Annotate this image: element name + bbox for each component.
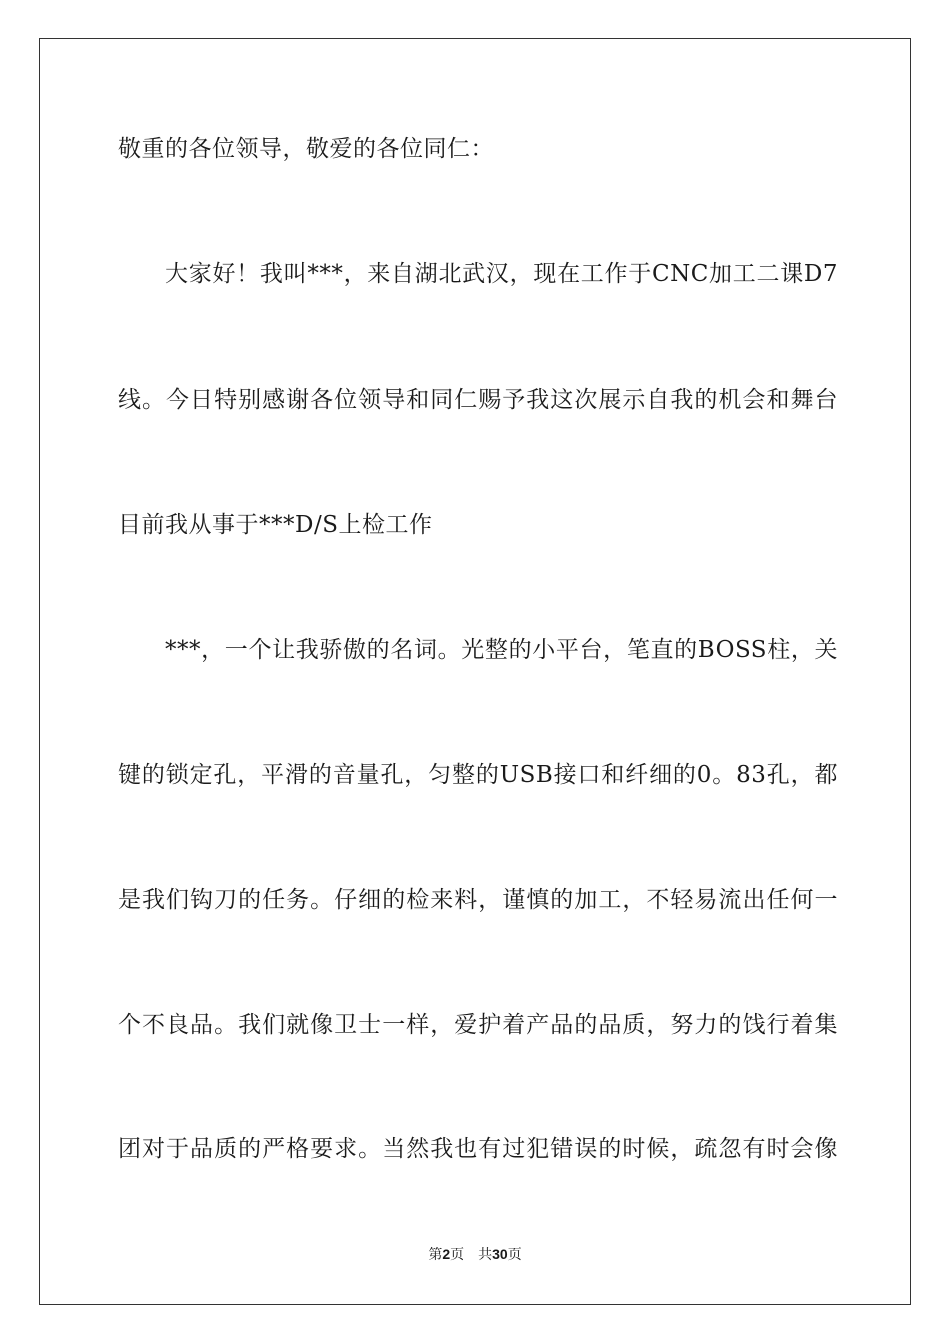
paragraph-line: 个不良品。我们就像卫士一样，爱护着产品的品质，努力的饯行着集	[118, 1012, 838, 1038]
paragraph-line: 线。今日特别感谢各位领导和同仁赐予我这次展示自我的机会和舞台	[118, 387, 838, 413]
total-suffix: 页	[507, 1247, 522, 1263]
salutation-line: 敬重的各位领导，敬爱的各位同仁：	[118, 136, 494, 162]
page-prefix: 第	[428, 1247, 443, 1263]
page-border	[39, 38, 911, 1305]
paragraph-line: 目前我从事于***D/S上检工作	[118, 512, 433, 538]
paragraph-line: ***，一个让我骄傲的名词。光整的小平台，笔直的BOSS柱，关	[165, 637, 838, 663]
paragraph-line: 键的锁定孔，平滑的音量孔，匀整的USB接口和纤细的0。83孔，都	[118, 762, 838, 788]
total-prefix: 共	[478, 1247, 493, 1263]
page-footer	[0, 1244, 950, 1265]
page-number: 2	[442, 1246, 451, 1262]
total-pages: 30	[492, 1246, 508, 1262]
paragraph-line: 团对于品质的严格要求。当然我也有过犯错误的时候，疏忽有时会像	[118, 1136, 838, 1162]
page-suffix: 页	[450, 1247, 465, 1263]
paragraph-line: 大家好！我叫***，来自湖北武汉，现在工作于CNC加工二课D7	[165, 261, 838, 287]
paragraph-line: 是我们钩刀的任务。仔细的检来料，谨慎的加工，不轻易流出任何一	[118, 887, 838, 913]
